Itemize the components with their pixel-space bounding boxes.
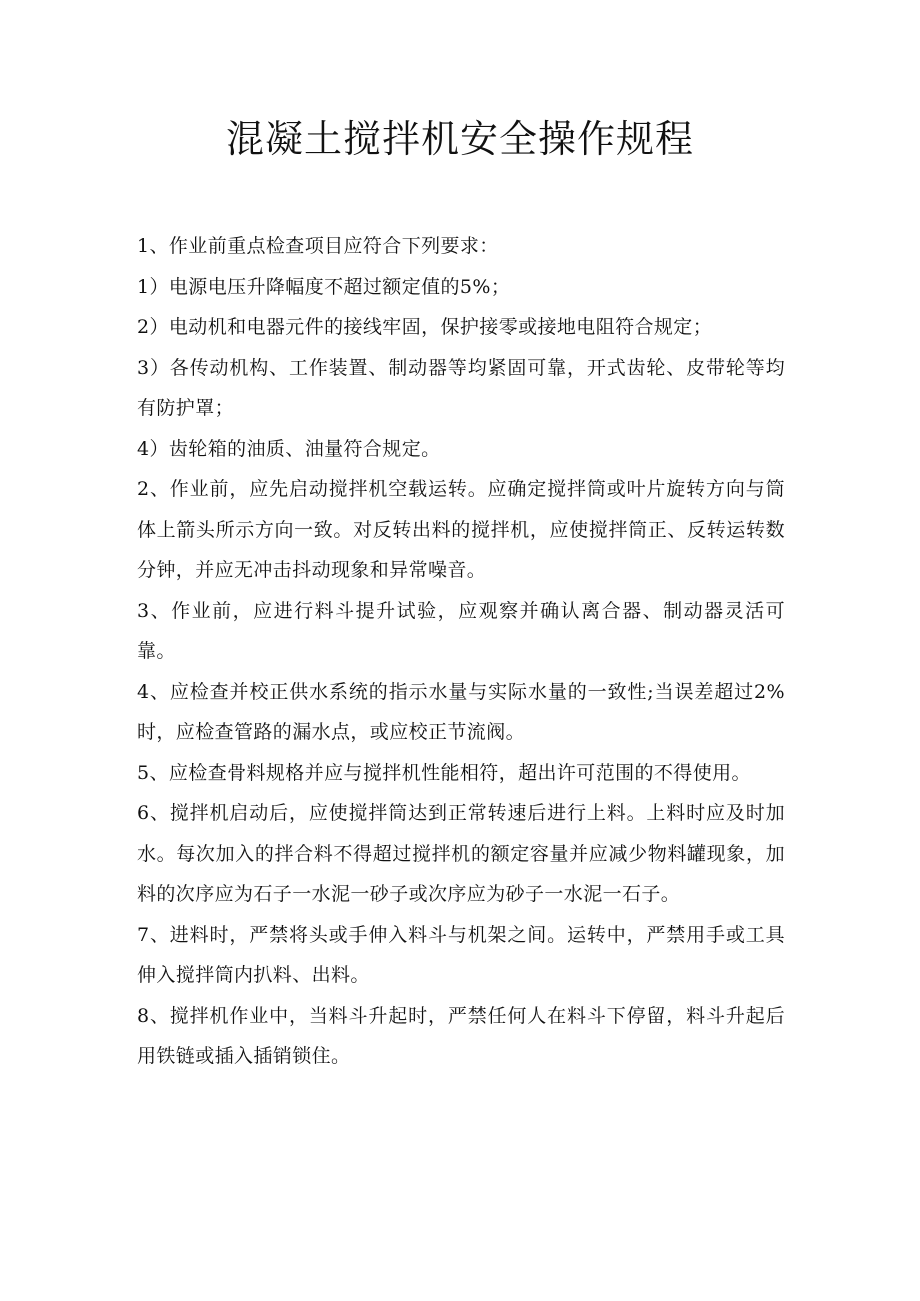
paragraph-4: 4、应检查并校正供水系统的指示水量与实际水量的一致性;当误差超过2%时，应检查管路的漏水点，或应校正节流阀。 <box>137 680 785 743</box>
paragraph-1-sub-2: 2）电动机和电器元件的接线牢固，保护接零或接地电阻符合规定； <box>137 316 713 338</box>
paragraph-8: 8、搅拌机作业中，当料斗升起时，严禁任何人在料斗下停留，料斗升起后用铁链或插入插销锁住。 <box>137 1004 785 1067</box>
paragraph-2: 2、作业前，应先启动搅拌机空载运转。应确定搅拌筒或叶片旋转方向与筒体上箭头所示方向一致。对反转出料的搅拌机，应使搅拌筒正、反转运转数分钟，并应无冲击抖动现象和异常噪音。 <box>137 478 785 581</box>
paragraph-1-sub-1: 1）电源电压升降幅度不超过额定值的5%； <box>137 275 511 298</box>
paragraph-1: 1、作业前重点检查项目应符合下列要求： <box>137 235 499 257</box>
paragraph-1-sub-3: 3）各传动机构、工作装置、制动器等均紧固可靠，开式齿轮、皮带轮等均有防护罩； <box>137 356 785 419</box>
paragraph-7: 7、进料时，严禁将头或手伸入料斗与机架之间。运转中，严禁用手或工具伸入搅拌筒内扒料、出料。 <box>137 923 785 986</box>
document-title: 混凝土搅拌机安全操作规程 <box>225 117 694 161</box>
paragraph-1-sub-4: 4）齿轮箱的油质、油量符合规定。 <box>137 437 441 460</box>
paragraph-3: 3、作业前，应进行料斗提升试验，应观察并确认离合器、制动器灵活可靠。 <box>137 599 785 662</box>
paragraph-5: 5、应检查骨料规格并应与搅拌机性能相符，超出许可范围的不得使用。 <box>137 761 751 784</box>
document-body <box>137 226 785 1077</box>
paragraph-6: 6、搅拌机启动后，应使搅拌筒达到正常转速后进行上料。上料时应及时加水。每次加入的拌合料不得超过搅拌机的额定容量并应减少物料罐现象，加料的次序应为石子一水泥一砂子或次序应为砂子一水泥一石子。 <box>137 802 785 905</box>
